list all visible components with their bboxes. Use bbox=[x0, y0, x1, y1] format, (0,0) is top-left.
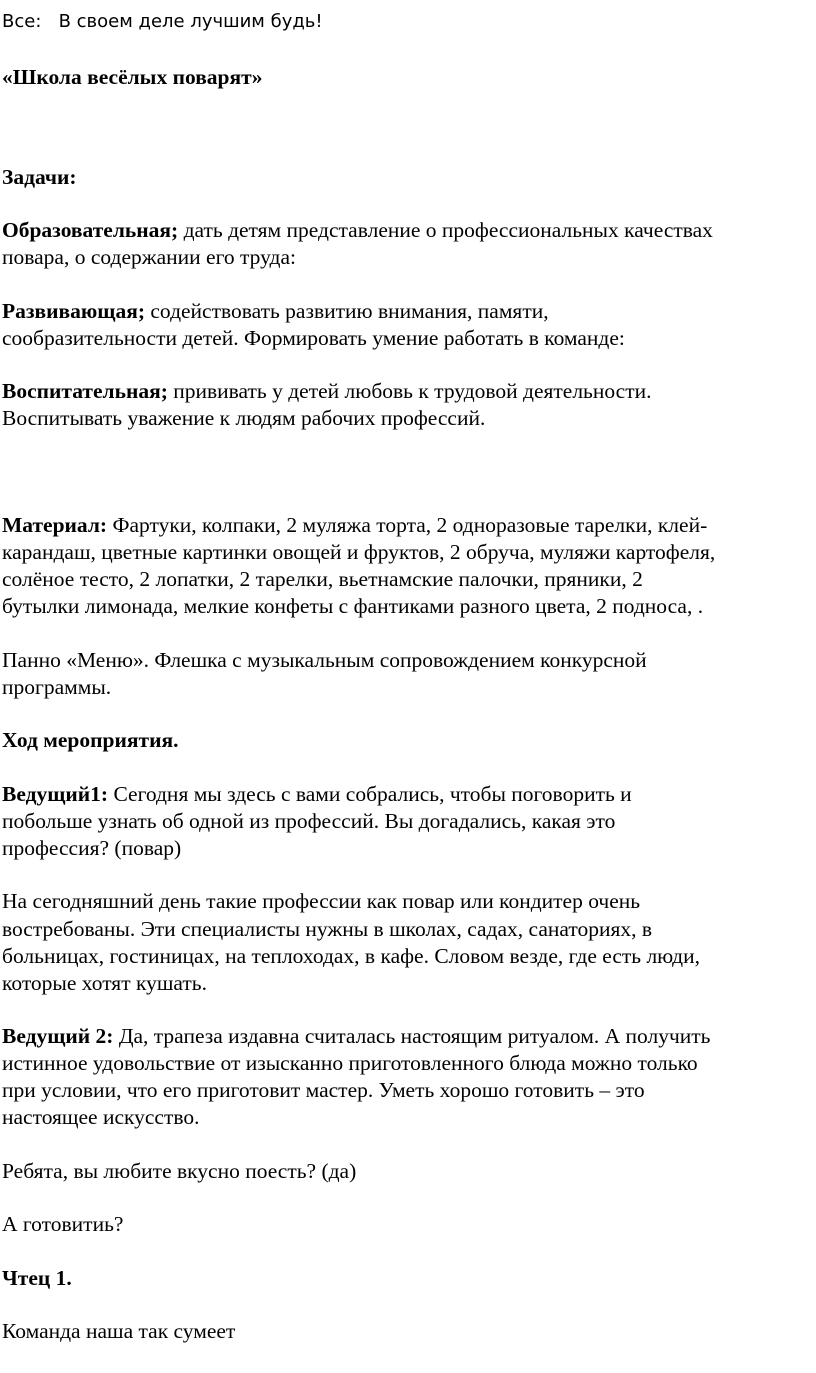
question-line-1: Ребята, вы любите вкусно поесть? (да) bbox=[2, 1159, 357, 1183]
material-label: Материал: bbox=[2, 513, 108, 537]
host1-line-1: Ведущий1: Сегодня мы здесь с вами собрались, чтобы поговорить и bbox=[2, 782, 632, 806]
poem-line-1: Команда наша так сумеет bbox=[2, 1319, 236, 1343]
host2-line-1: Ведущий 2: Да, трапеза издавна считалась настоящим ритуалом. А получить bbox=[2, 1024, 711, 1048]
task-upbringing-line-1: Воспитательная; прививать у детей любовь к трудовой деятельности. bbox=[2, 379, 652, 403]
material-line-1: Материал: Фартуки, колпаки, 2 муляжа торта, 2 одноразовые тарелки, клей- bbox=[2, 513, 708, 537]
header-label: Все: bbox=[2, 11, 42, 32]
task-developmental-line-1: Развивающая; содействовать развитию внимания, памяти, bbox=[2, 299, 549, 323]
host2-line-4: настоящее искусство. bbox=[2, 1105, 200, 1129]
header-motto: В своем деле лучшим будь! bbox=[58, 11, 323, 32]
paragraph-line-3: больницах, гостиницах, на теплоходах, в кафе. Словом везде, где есть люди, bbox=[2, 944, 700, 968]
task-developmental-label: Развивающая; bbox=[2, 299, 146, 323]
task-upbringing-label: Воспитательная; bbox=[2, 379, 168, 403]
panel-line-1: Панно «Меню». Флешка с музыкальным сопровождением конкурсной bbox=[2, 648, 647, 672]
reader-heading: Чтец 1. bbox=[2, 1266, 72, 1290]
document-title: «Школа весёлых поварят» bbox=[2, 65, 263, 89]
task-educational-line-2: повара, о содержании его труда: bbox=[2, 245, 296, 269]
host2-line-3: при условии, что его приготовит мастер. Уметь хорошо готовить – это bbox=[2, 1078, 645, 1102]
question-line-2: А готовитиь? bbox=[2, 1212, 124, 1236]
host2-label: Ведущий 2: bbox=[2, 1024, 114, 1048]
material-line-4: бутылки лимонада, мелкие конфеты с фантиками разного цвета, 2 подноса, . bbox=[2, 594, 704, 618]
task-educational-line-1: Образовательная; дать детям представление о профессиональных качествах bbox=[2, 218, 713, 242]
host1-label: Ведущий1: bbox=[2, 782, 109, 806]
material-line-3: солёное тесто, 2 лопатки, 2 тарелки, вьетнамские палочки, пряники, 2 bbox=[2, 567, 643, 591]
host1-line-2: побольше узнать об одной из профессий. Вы догадались, какая это bbox=[2, 809, 616, 833]
host2-line-2: истинное удовольствие от изысканно приготовленного блюда можно только bbox=[2, 1051, 698, 1075]
tasks-heading: Задачи: bbox=[2, 165, 77, 189]
event-heading: Ход мероприятия. bbox=[2, 728, 179, 752]
paragraph-line-4: которые хотят кушать. bbox=[2, 971, 207, 995]
material-line-2: карандаш, цветные картинки овощей и фруктов, 2 обруча, муляжи картофеля, bbox=[2, 540, 716, 564]
task-developmental-line-2: сообразительности детей. Формировать умение работать в команде: bbox=[2, 326, 625, 350]
task-upbringing-line-2: Воспитывать уважение к людям рабочих профессий. bbox=[2, 406, 486, 430]
host1-line-3: профессия? (повар) bbox=[2, 836, 182, 860]
paragraph-line-2: востребованы. Эти специалисты нужны в школах, садах, санаториях, в bbox=[2, 917, 653, 941]
header-line bbox=[2, 8, 323, 35]
task-educational-label: Образовательная; bbox=[2, 218, 179, 242]
panel-line-2: программы. bbox=[2, 675, 112, 699]
paragraph-line-1: На сегодняшний день такие профессии как повар или кондитер очень bbox=[2, 889, 641, 913]
